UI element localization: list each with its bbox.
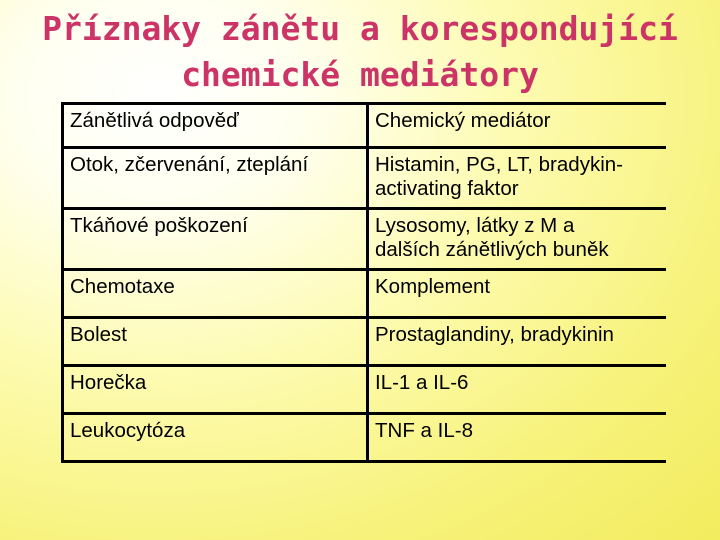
table-header-row	[63, 104, 667, 148]
mediator-line: Histamin, PG, LT, bradykin-	[375, 153, 623, 176]
response-cell: Bolest	[63, 318, 368, 366]
response-cell: Horečka	[63, 366, 368, 414]
slide-title	[0, 6, 720, 98]
header-cell-mediator: Chemický mediátor	[368, 104, 667, 148]
mediator-cell: IL-1 a IL-6	[368, 366, 667, 414]
response-cell: Leukocytóza	[63, 414, 368, 462]
mediator-cell: TNF a IL-8	[368, 414, 667, 462]
mediator-cell: Prostaglandiny, bradykinin	[368, 318, 667, 366]
table-row	[63, 414, 667, 462]
response-cell: Otok, zčervenání, zteplání	[63, 148, 368, 209]
title-line-1: Příznaky zánětu a korespondující	[42, 9, 678, 48]
mediator-cell	[368, 148, 667, 209]
mediator-cell	[368, 209, 667, 270]
table-row	[63, 148, 667, 209]
header-cell-response: Zánětlivá odpověď	[63, 104, 368, 148]
table-row	[63, 270, 667, 318]
table-row	[63, 366, 667, 414]
mediator-table	[61, 102, 666, 463]
mediator-cell: Komplement	[368, 270, 667, 318]
title-line-2: chemické mediátory	[181, 55, 539, 94]
table-row	[63, 209, 667, 270]
response-cell: Chemotaxe	[63, 270, 368, 318]
table-row	[63, 318, 667, 366]
response-cell: Tkáňové poškození	[63, 209, 368, 270]
mediator-line: Lysosomy, látky z M a	[375, 214, 575, 237]
mediator-line: dalších zánětlivých buněk	[375, 238, 609, 261]
mediator-line: activating faktor	[375, 177, 519, 200]
